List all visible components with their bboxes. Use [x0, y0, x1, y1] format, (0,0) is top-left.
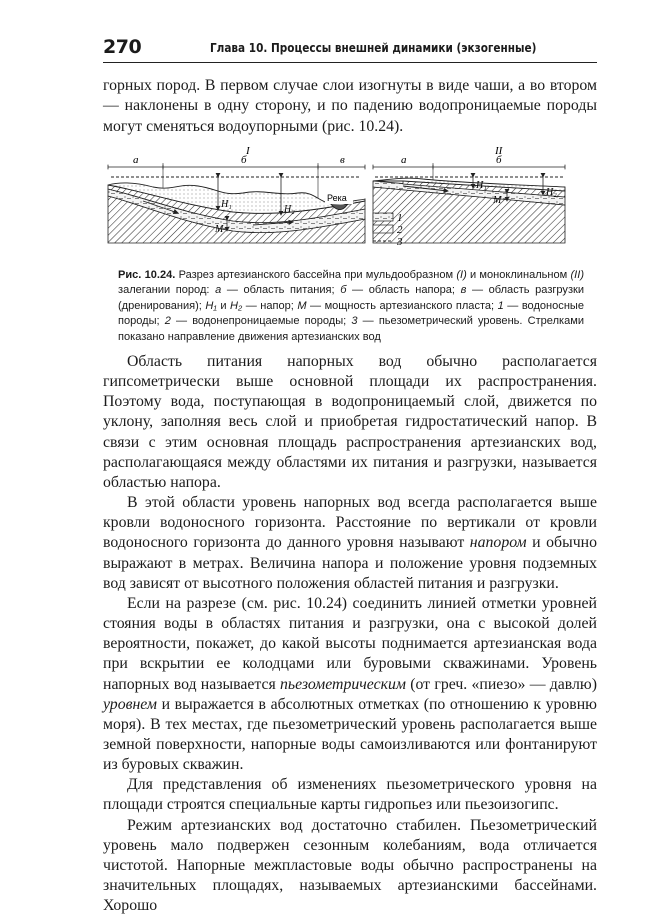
- legend-label-1: 1: [397, 212, 403, 224]
- label-I-b: б: [241, 154, 247, 166]
- label-I-a: а: [133, 154, 139, 166]
- page-header: [103, 36, 597, 63]
- figure-caption: Рис. 10.24. Разрез артезианского бассейна при мульдообразном (I) и моноклинальном (II) залегании пород: а — область питания; б — область напора; в — область разгрузки (дренирования); H₁ и H₂ — напор; М — мощность артезианского пласта; 1 — водоносные породы; 2 — водонепроницаемые породы; 3 — пьезометрический уровень. Стрелками показано направление движения артезианских вод: [118, 269, 585, 343]
- legend-label-3: 3: [397, 236, 403, 248]
- term-level: уровнем: [103, 695, 157, 713]
- caption-label: Рис. 10.24.: [118, 269, 176, 281]
- h2-label-I: H₂: [284, 204, 295, 215]
- river-label: Река: [327, 193, 347, 203]
- roman-I: I: [246, 145, 250, 157]
- roman-II: II: [495, 145, 503, 157]
- cross-section-diagram: [103, 141, 597, 263]
- section-I: [108, 145, 365, 243]
- chapter-title: Глава 10. Процессы внешней динамики (экзогенные): [210, 41, 537, 55]
- h1-label-II: H₁: [476, 180, 487, 191]
- paragraph-1: Область питания напорных вод обычно располагается гипсометрически выше основной площади их распространения. Поэтому вода, поступающая в водопроницаемый слой, движется по уклону, заполняя весь слой и приобретая гидростатический напор. В связи с этим основная площадь распространения артезианских вод, располагающаяся между областями их питания и разгрузки, называется областью напора.: [103, 353, 597, 491]
- m-label-II: M: [493, 195, 502, 206]
- paragraph-4: Для представления об изменениях пьезометрического уровня на площади строятся специальные карты гидропьез или пьезоизогипс.: [103, 776, 597, 814]
- body-text: [103, 352, 597, 916]
- paragraph-2: В этой области уровень напорных вод всегда располагается выше кровли водоносного горизонта. Расстояние по вертикали от кровли водоносного горизонта до данного уровня называют напором и обычно выражают в метрах. Величина напора и положение уровня подземных вод зависят от высотного положения областей питания и разгрузки.: [103, 494, 597, 592]
- term-piezometric: пьезометрическим: [280, 675, 406, 693]
- term-napor: напором: [469, 534, 527, 552]
- legend-swatch-1: [373, 213, 393, 221]
- h1-label-I: H₁: [221, 199, 232, 210]
- label-II-b: б: [496, 154, 502, 166]
- page-number: 270: [103, 36, 142, 58]
- m-label-I: M: [215, 224, 224, 235]
- label-I-v: в: [340, 154, 345, 166]
- legend-swatch-2: [373, 225, 393, 233]
- paragraph-5: Режим артезианских вод достаточно стабилен. Пьезометрический уровень мало подвержен сезонным колебаниям, вода отличается чистотой. Напорные межпластовые воды обычно распространены на значительных площадях, называемых артезианскими бассейнами. Хорошо: [103, 816, 597, 915]
- intro-paragraph: горных пород. В первом случае слои изогнуты в виде чаши, а во втором — наклонены в одну сторону, и по падению водопроницаемые породы могут сменяться водоупорными (рис. 10.24).: [103, 77, 597, 135]
- label-II-a: а: [401, 154, 407, 166]
- figure-artesian-basin: [103, 141, 597, 263]
- h2-label-II: H₂: [546, 187, 557, 198]
- legend-label-2: 2: [397, 224, 403, 236]
- paragraph-3: Если на разрезе (см. рис. 10.24) соединить линией отметки уровней стояния воды в областях питания и разгрузки, она с высокой долей вероятности, покажет, до какой высоты поднимается артезианская вода при вскрытии ее колодцами или буровыми скважинами. Уровень напорных вод называется пьезометрическим (от греч. «пиезо» — давлю) уровнем и выражается в абсолютных отметках (по отношению к уровню моря). В тех местах, где пьезометрический уровень располагается выше земной поверхности, напорные воды самоизливаются или фонтанируют из буровых скважин.: [103, 594, 597, 774]
